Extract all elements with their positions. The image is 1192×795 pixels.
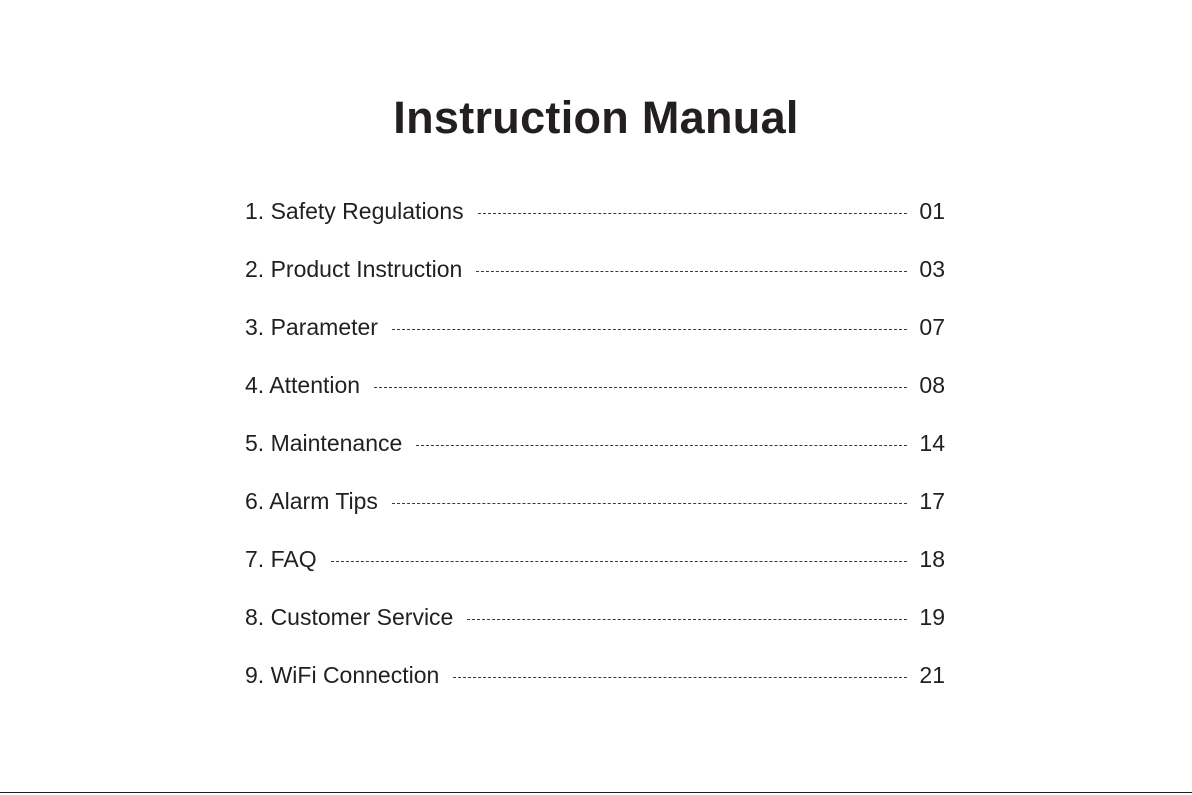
- dot-leader: [416, 445, 907, 446]
- toc-entry-label: 9. WiFi Connection: [245, 662, 440, 688]
- dot-leader: [478, 213, 907, 214]
- toc-entry-customer-service: [245, 588, 945, 646]
- table-of-contents: [245, 182, 945, 704]
- dot-leader: [392, 503, 907, 504]
- toc-entry-label: 5. Maintenance: [245, 430, 403, 456]
- toc-entry-safety-regulations: [245, 182, 945, 240]
- toc-entry-alarm-tips: [245, 472, 945, 530]
- dot-leader: [331, 561, 907, 562]
- toc-entry-page-number: 18: [919, 546, 945, 572]
- toc-entry-page-number: 01: [919, 198, 945, 224]
- toc-entry-page-number: 14: [919, 430, 945, 456]
- toc-entry-page-number: 17: [919, 488, 945, 514]
- page-bottom-divider: [0, 792, 1192, 793]
- dot-leader: [476, 271, 907, 272]
- toc-entry-attention: [245, 356, 945, 414]
- toc-entry-parameter: [245, 298, 945, 356]
- toc-entry-product-instruction: [245, 240, 945, 298]
- toc-entry-label: 7. FAQ: [245, 546, 317, 572]
- toc-entry-label: 3. Parameter: [245, 314, 378, 340]
- toc-entry-label: 8. Customer Service: [245, 604, 454, 630]
- toc-entry-label: 1. Safety Regulations: [245, 198, 464, 224]
- toc-entry-label: 6. Alarm Tips: [245, 488, 378, 514]
- toc-entry-page-number: 07: [919, 314, 945, 340]
- dot-leader: [467, 619, 907, 620]
- toc-entry-page-number: 08: [919, 372, 945, 398]
- toc-entry-label: 2. Product Instruction: [245, 256, 463, 282]
- toc-entry-maintenance: [245, 414, 945, 472]
- dot-leader: [374, 387, 907, 388]
- dot-leader: [392, 329, 907, 330]
- toc-entry-wifi-connection: [245, 646, 945, 704]
- toc-entry-page-number: 19: [919, 604, 945, 630]
- toc-entry-label: 4. Attention: [245, 372, 361, 398]
- dot-leader: [453, 677, 907, 678]
- toc-entry-page-number: 21: [919, 662, 945, 688]
- toc-entry-page-number: 03: [919, 256, 945, 282]
- toc-entry-faq: [245, 530, 945, 588]
- page-title: Instruction Manual: [393, 92, 799, 143]
